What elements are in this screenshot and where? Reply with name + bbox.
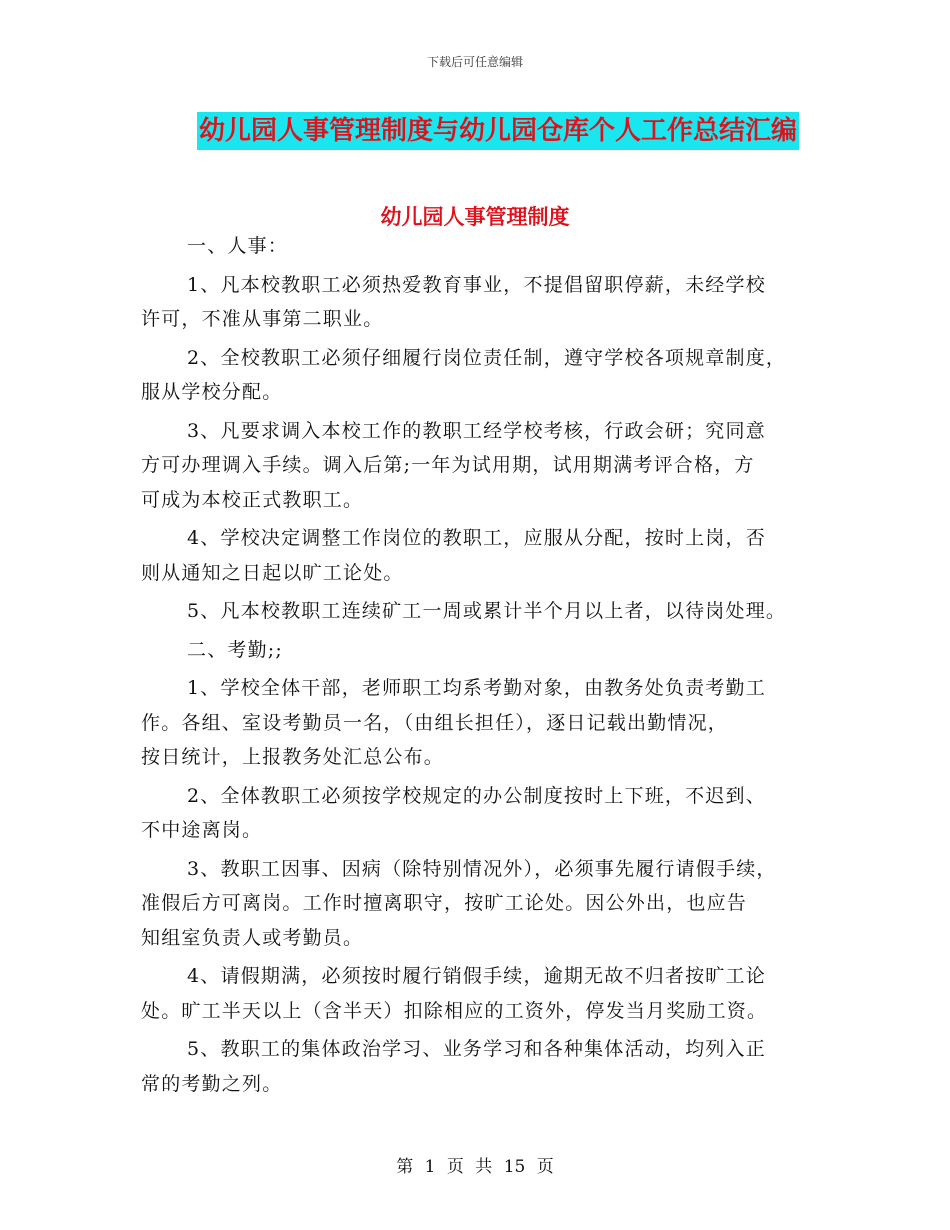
paragraph-line: 1、学校全体干部，老师职工均系考勤对象，由教务处负责考勤工 [187,677,766,699]
paragraph [141,852,831,956]
paragraph [141,268,831,337]
section-title: 幼儿园人事管理制度 [380,205,570,229]
paragraph [141,414,831,518]
document-title: 幼儿园人事管理制度与幼儿园仓库个人工作总结汇编 [197,112,799,150]
paragraph [141,341,831,410]
paragraph-line: 4、请假期满，必须按时履行销假手续，逾期无故不归者按旷工论 [187,965,766,987]
paragraph-line: 许可，不准从事第二职业。 [141,308,384,330]
paragraph-line: 服从学校分配。 [141,381,283,403]
paragraph-line: 5、凡本校教职工连续矿工一周或累计半个月以上者，以待岗处理。 [187,600,787,622]
paragraph-line: 二、考勤;; [187,638,284,661]
paragraph-line: 2、全体教职工必须按学校规定的办公制度按时上下班，不迟到、 [187,784,766,807]
document-title-wrap [0,112,950,150]
paragraph-line: 一、人事： [187,235,289,257]
body-text [141,229,831,1101]
paragraph [141,594,831,629]
paragraph-line: 可成为本校正式教职工。 [141,488,364,511]
page-footer: 第 1 页 共 15 页 [396,1157,554,1177]
paragraph-line: 按日统计，上报教务处汇总公布。 [141,746,445,768]
paragraph [141,633,831,668]
paragraph-line: 1、凡本校教职工必须热爱教育事业，不提倡留职停薪，未经学校 [187,273,766,296]
paragraph-line: 准假后方可离岗。工作时擅离职守，按旷工论处。因公外出，也应告 [141,892,748,914]
paragraph-line: 处。旷工半天以上（含半天）扣除相应的工资外，停发当月奖励工资。 [141,999,768,1022]
paragraph [141,959,831,1028]
paragraph-line: 5、教职工的集体政治学习、业务学习和各种集体活动，均列入正 [187,1038,766,1060]
paragraph-line: 4、学校决定调整工作岗位的教职工，应服从分配，按时上岗，否 [187,527,766,549]
paragraph-line: 方可办理调入手续。调入后第;一年为试用期，试用期满考评合格，方 [141,454,755,476]
paragraph-line: 知组室负责人或考勤员。 [141,926,364,949]
paragraph [141,779,831,848]
paragraph-line: 3、教职工因事、因病（除特别情况外），必须事先履行请假手续， [187,857,777,880]
header-note: 下载后可任意编辑 [426,55,523,69]
paragraph-line: 2、全校教职工必须仔细履行岗位责任制，遵守学校各项规章制度， [187,346,787,369]
paragraph-line: 3、凡要求调入本校工作的教职工经学校考核，行政会研；究同意 [187,419,766,442]
paragraph-line: 常的考勤之列。 [141,1072,283,1095]
paragraph [141,229,831,264]
paragraph [141,671,831,775]
paragraph [141,1032,831,1101]
paragraph [141,521,831,590]
paragraph-line: 作。各组、室设考勤员一名，（由组长担任），逐日记载出勤情况， [141,711,729,734]
paragraph-line: 则从通知之日起以旷工论处。 [141,561,404,584]
paragraph-line: 不中途离岗。 [141,819,263,841]
